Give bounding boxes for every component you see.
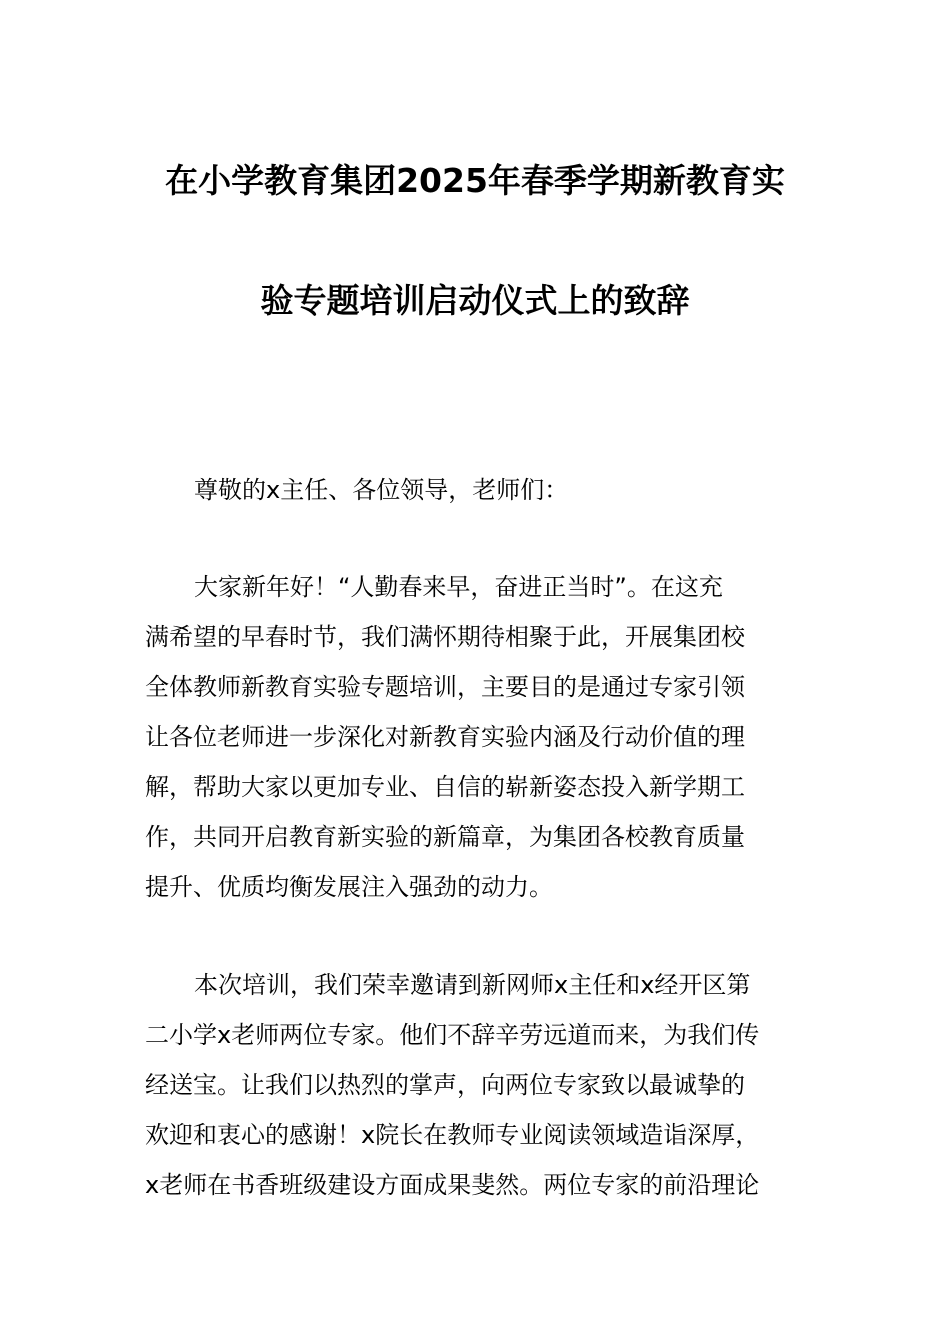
paragraph-1-line-7: 提升、优质均衡发展注入强劲的动力。 [145,873,553,901]
paragraph-1-line-6: 作，共同开启教育新实验的新篇章，为集团各校教育质量 [145,823,745,851]
salutation: 尊敬的x主任、各位领导，老师们： [194,476,569,504]
document-title-line-2: 验专题培训启动仪式上的致辞 [260,281,690,320]
paragraph-2-line-2: 二小学x老师两位专家。他们不辞辛劳远道而来，为我们传 [145,1021,760,1049]
paragraph-2-line-5: x老师在书香班级建设方面成果斐然。两位专家的前沿理论 [145,1171,760,1199]
paragraph-1-line-1: 大家新年好！“人勤春来早，奋进正当时”。在这充 [194,573,723,601]
paragraph-1-line-3: 全体教师新教育实验专题培训，主要目的是通过专家引领 [145,673,745,701]
paragraph-1-line-4: 让各位老师进一步深化对新教育实验内涵及行动价值的理 [145,723,745,751]
paragraph-2-line-1: 本次培训，我们荣幸邀请到新网师x主任和x经开区第 [194,971,751,999]
paragraph-2-line-4: 欢迎和衷心的感谢！x院长在教师专业阅读领域造诣深厚， [145,1121,760,1149]
paragraph-1-line-5: 解，帮助大家以更加专业、自信的崭新姿态投入新学期工 [145,773,745,801]
paragraph-2-line-3: 经送宝。让我们以热烈的掌声，向两位专家致以最诚挚的 [145,1071,745,1099]
paragraph-1-line-2: 满希望的早春时节，我们满怀期待相聚于此，开展集团校 [145,623,745,651]
document-title-line-1: 在小学教育集团2025年春季学期新教育实 [165,161,785,200]
